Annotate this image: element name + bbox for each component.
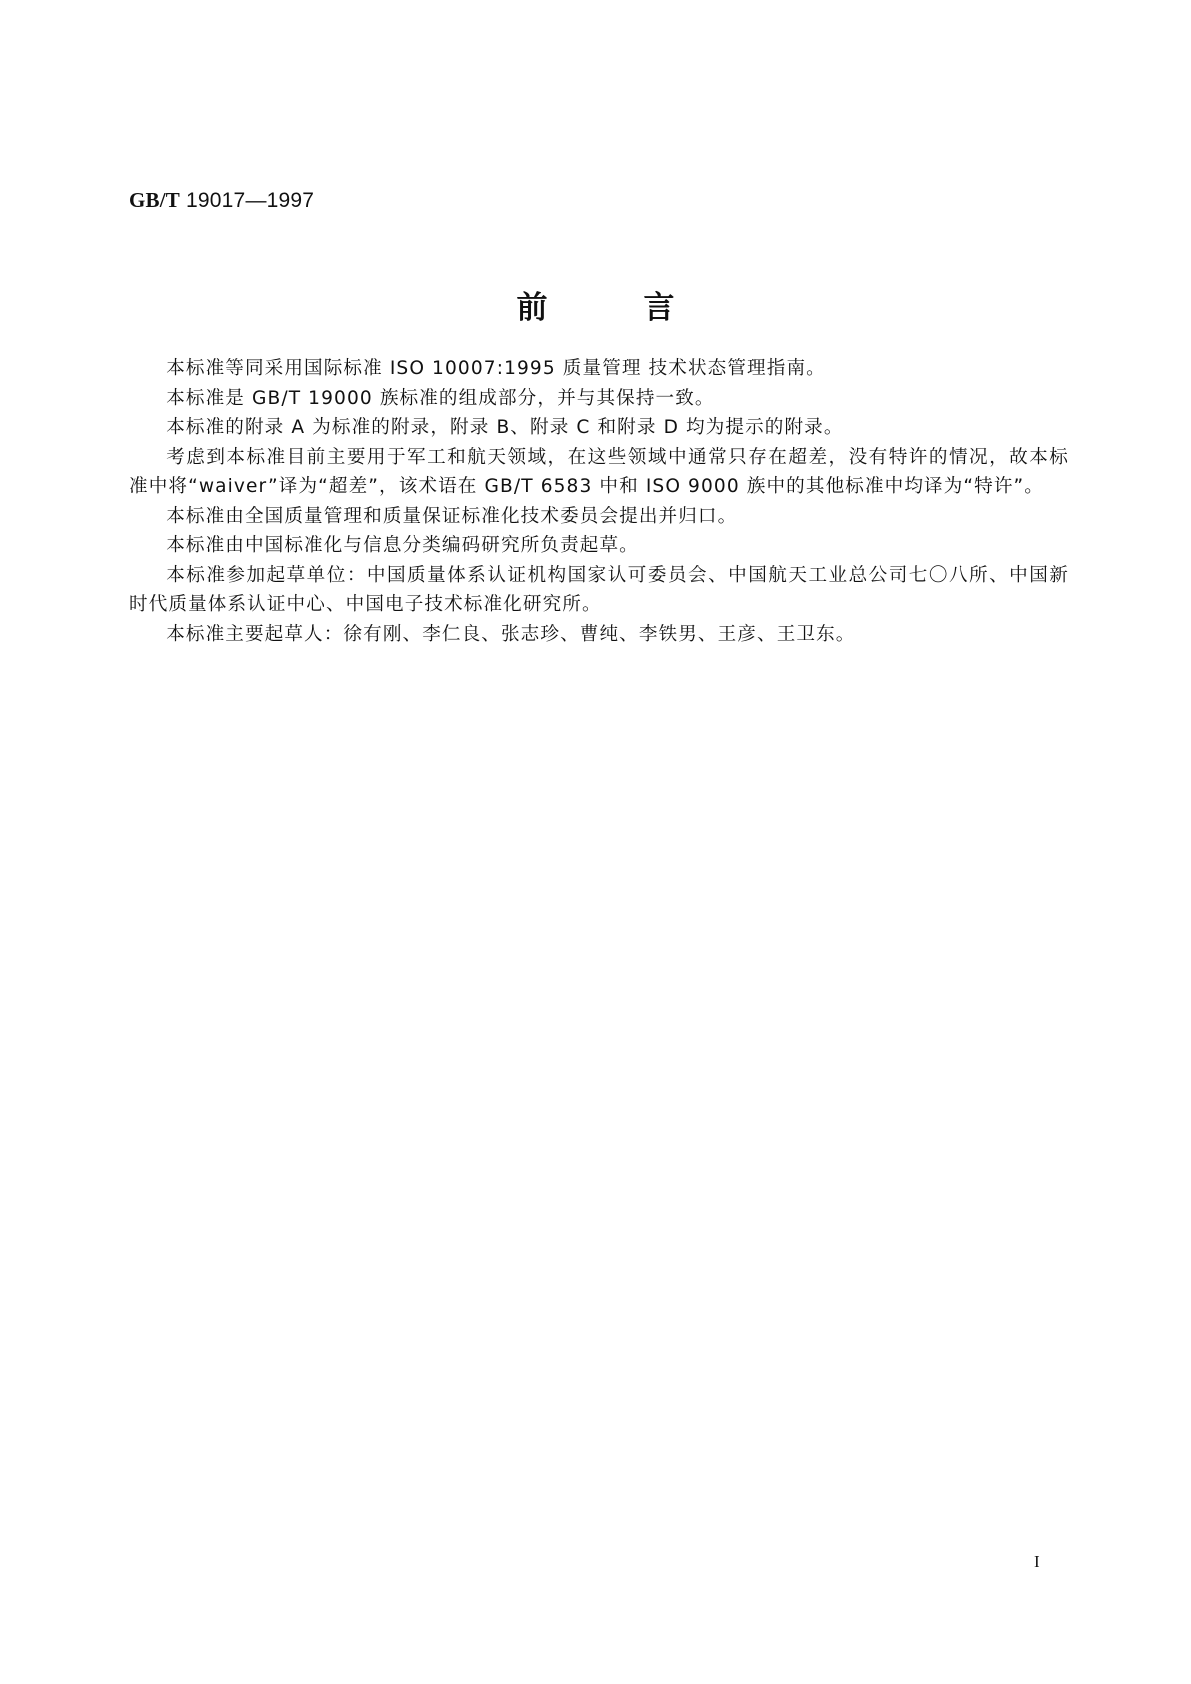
- page-title-char-1: 前: [516, 290, 548, 326]
- paragraph-authors: 本标准主要起草人：徐有刚、李仁良、张志珍、曹纯、李铁男、王彦、王卫东。: [166, 623, 856, 645]
- foreword-body: [129, 354, 1069, 649]
- paragraph-participants: 本标准参加起草单位：中国质量体系认证机构国家认可委员会、中国航天工业总公司七〇八所、中国新时代质量体系认证中心、中国电子技术标准化研究所。: [129, 564, 1069, 615]
- standard-year: 1997: [266, 189, 315, 212]
- standard-number: 19017: [186, 189, 246, 212]
- page-number: I: [1034, 1552, 1040, 1571]
- paragraph-waiver-note: 考虑到本标准目前主要用于军工和航天领域，在这些领域中通常只存在超差，没有特许的情况，故本标准中将“waiver”译为“超差”，该术语在 GB/T 6583 中和 ISO 9000 族中的其他标准中均译为“特许”。: [129, 446, 1069, 497]
- page-title-char-2: 言: [643, 290, 675, 326]
- paragraph-series: 本标准是 GB/T 19000 族标准的组成部分，并与其保持一致。: [166, 387, 715, 409]
- standard-prefix: GB/T: [129, 188, 180, 212]
- page-title: [0, 282, 1191, 327]
- paragraph-proposer: 本标准由全国质量管理和质量保证标准化技术委员会提出并归口。: [166, 505, 738, 527]
- paragraph-appendices: 本标准的附录 A 为标准的附录，附录 B、附录 C 和附录 D 均为提示的附录。: [166, 417, 844, 438]
- standard-separator: —: [245, 189, 267, 212]
- paragraph-drafter: 本标准由中国标准化与信息分类编码研究所负责起草。: [166, 535, 639, 556]
- standard-code: [129, 188, 314, 213]
- paragraph-adoption: 本标准等同采用国际标准 ISO 10007:1995 质量管理 技术状态管理指南。: [166, 358, 826, 379]
